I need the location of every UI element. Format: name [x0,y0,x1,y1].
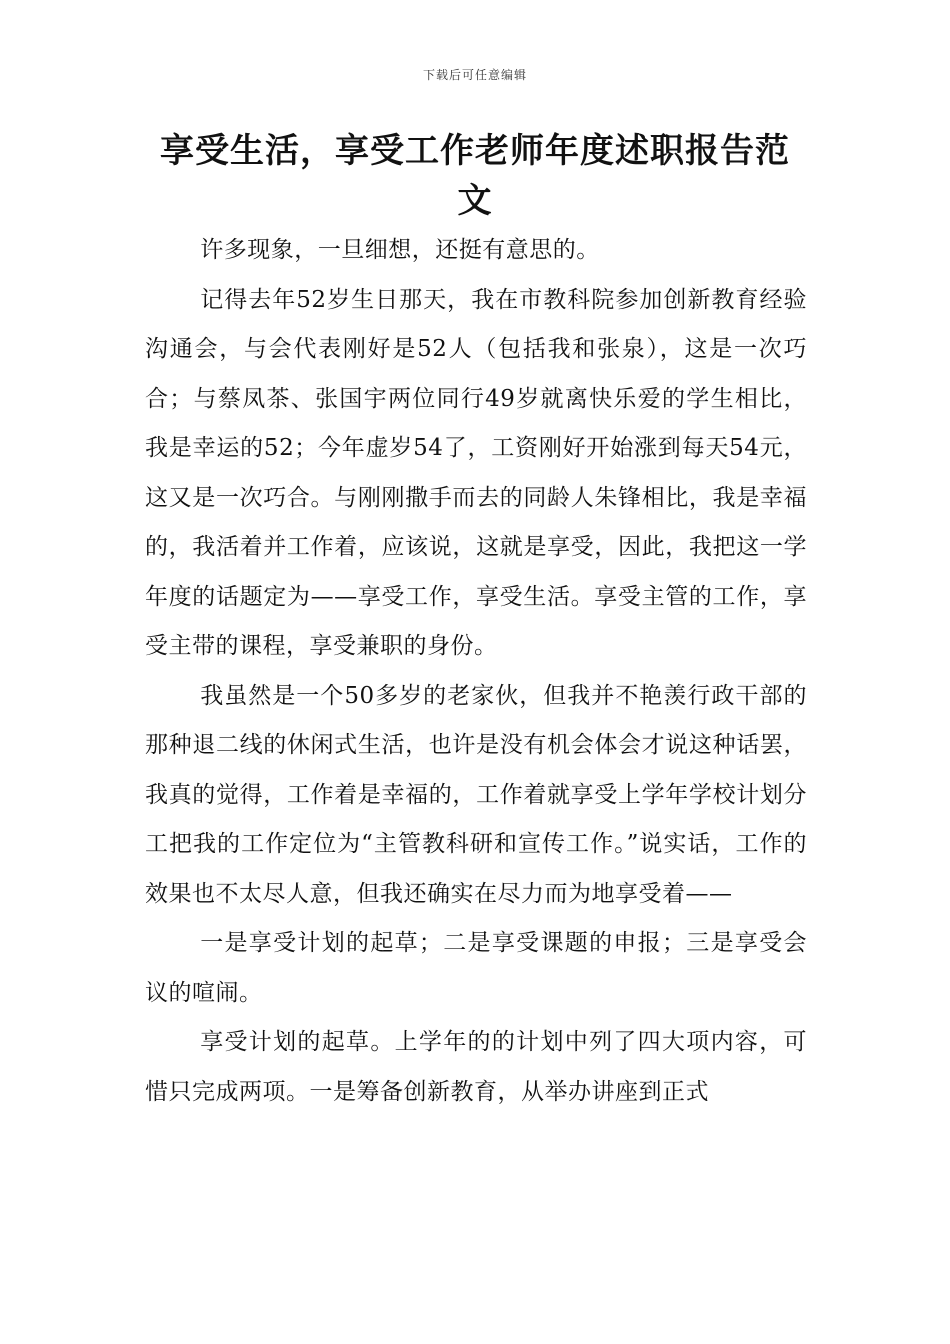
paragraph-1: 许多现象，一旦细想，还挺有意思的。 [200,237,600,263]
header-note: 下载后可任意编辑 [422,68,527,82]
paragraph-5: 享受计划的起草。上学年的的计划中列了四大项内容，可惜只完成两项。一是筹备创新教育，从举办讲座到正式 [145,1029,807,1105]
paragraph-3: 我虽然是一个50多岁的老家伙，但我并不艳羡行政干部的那种退二线的休闲式生活，也许是没有机会体会才说这种话罢，我真的觉得，工作着是幸福的，工作着就享受上学年学校计划分工把我的工作定位为“主管教科研和宣传工作。”说实话，工作的效果也不太尽人意，但我还确实在尽力而为地享受着—— [145,682,807,907]
document-body [145,226,807,1117]
document-title: 享受生活，享受工作老师年度述职报告范文 [160,131,790,221]
paragraph-4: 一是享受计划的起草；二是享受课题的申报；三是享受会议的喧闹。 [145,930,807,1006]
paragraph-2: 记得去年52岁生日那天，我在市教科院参加创新教育经验沟通会，与会代表刚好是52人（包括我和张泉），这是一次巧合；与蔡凤茶、张国宇两位同行49岁就离快乐爱的学生相比，我是幸运的52；今年虚岁54了，工资刚好开始涨到每天54元，这又是一次巧合。与刚刚撒手而去的同龄人朱锋相比，我是幸福的，我活着并工作着，应该说，这就是享受，因此，我把这一学年度的话题定为——享受工作，享受生活。享受主管的工作，享受主带的课程，享受兼职的身份。 [145,286,807,659]
